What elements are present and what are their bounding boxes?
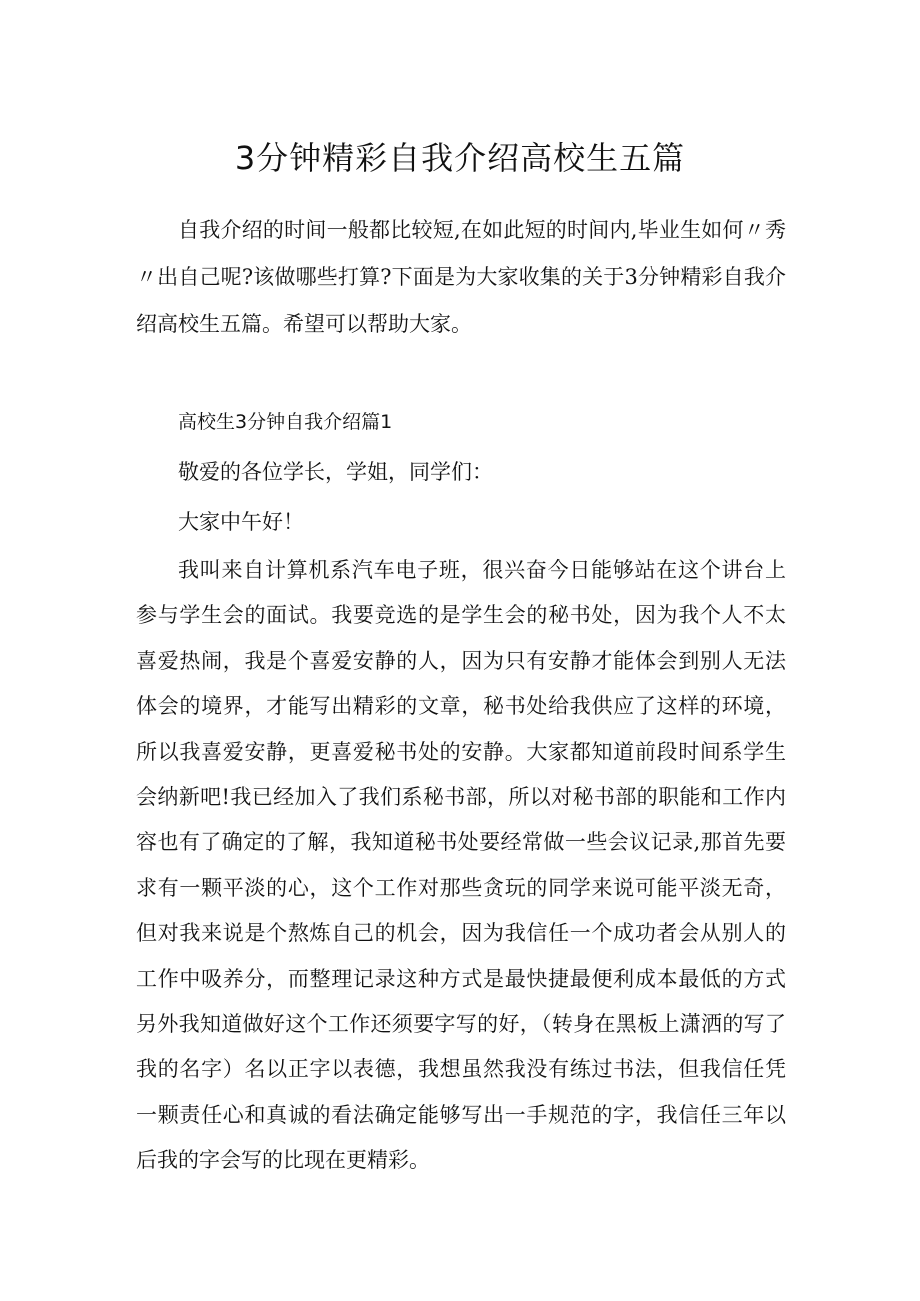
salutation-line: 大家中午好！ xyxy=(178,510,304,534)
document-title: 3分钟精彩自我介绍高校生五篇 xyxy=(234,139,686,177)
intro-paragraph: 自我介绍的时间一般都比较短,在如此短的时间内,毕业生如何〃秀〃出自己呢?该做哪些打算?下面是为大家收集的关于3分钟精彩自我介绍高校生五篇。希望可以帮助大家。 xyxy=(136,218,786,336)
body-paragraph: 我叫来自计算机系汽车电子班，很兴奋今日能够站在这个讲台上参与学生会的面试。我要竞选的是学生会的秘书处，因为我个人不太喜爱热闹，我是个喜爱安静的人，因为只有安静才能体会到别人无法体会的境界，才能写出精彩的文章，秘书处给我供应了这样的环境，所以我喜爱安静，更喜爱秘书处的安静。大家都知道前段时间系学生会纳新吧!我已经加入了我们系秘书部，所以对秘书部的职能和工作内容也有了确定的了解，我知道秘书处要经常做一些会议记录,那首先要求有一颗平淡的心，这个工作对那些贪玩的同学来说可能平淡无奇，但对我来说是个熬炼自己的机会，因为我信任一个成功者会从别人的工作中吸养分，而整理记录这种方式是最快捷最便利成本最低的方式另外我知道做好这个工作还须要字写的好，（转身在黑板上潇洒的写了我的名字）名以正字以表德，我想虽然我没有练过书法，但我信任凭一颗责任心和真诚的看法确定能够写出一手规范的字，我信任三年以后我的字会写的比现在更精彩。 xyxy=(136,558,786,1173)
section-heading: 高校生3分钟自我介绍篇1 xyxy=(178,411,393,433)
greeting-line: 敬爱的各位学长，学姐，同学们： xyxy=(178,460,493,484)
